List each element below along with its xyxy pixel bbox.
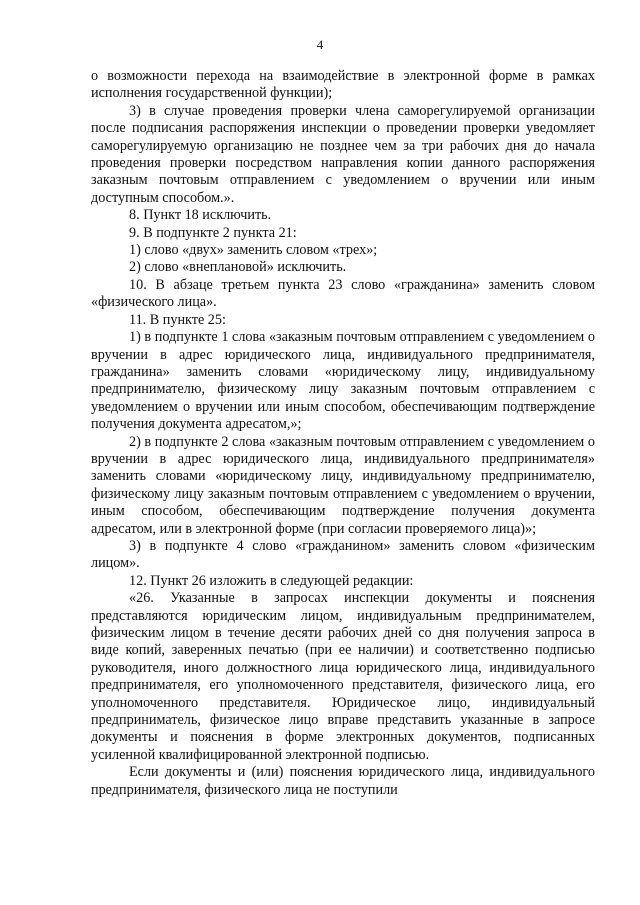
paragraph: 9. В подпункте 2 пункта 21: <box>129 224 297 241</box>
paragraph: 3) в случае проведения проверки члена саморегулируемой организации после подписания распоряжения инспекции о проведении проверки уведомляет саморегулируемую организацию не позднее чем за три рабочих дня до начала проведения проверки посредством направления копии данного распоряжения заказным почтовым отправлением с уведомлением о вручении или иным доступным способом.». <box>91 102 595 206</box>
paragraph: 2) в подпункте 2 слова «заказным почтовым отправлением с уведомлением о вручении в адрес юридического лица, индивидуального предпринимателя» заменить словами «юридическому лицу, индивидуальному предпринимателю, физическому лицу заказным почтовым отправлением с уведомлением о вручении, иным способом, обеспечивающим подтверждение получения документа адресатом, или в электронной форме (при согласии проверяемого лица)»; <box>91 433 595 537</box>
paragraph: 12. Пункт 26 изложить в следующей редакции: <box>129 572 414 589</box>
paragraph: 1) слово «двух» заменить словом «трех»; <box>129 242 378 259</box>
paragraph: о возможности перехода на взаимодействие в электронной форме в рамках исполнения государственной функции); <box>91 68 595 102</box>
paragraph: 3) в подпункте 4 слово «гражданином» заменить словом «физическим лицом». <box>91 537 595 572</box>
paragraph: 8. Пункт 18 исключить. <box>129 207 272 224</box>
paragraph: 11. В пункте 25: <box>129 311 226 328</box>
paragraph: «26. Указанные в запросах инспекции документы и пояснения представляются юридическим лицом, индивидуальным предпринимателем, физическим лицом в течение десяти рабочих дней со дня получения запроса в виде копий, заверенных печатью (при ее наличии) и соответственно подписью руководителя, иного должностного лица юридического лица, индивидуального предпринимателя, его уполномоченного представителя, физического лица, его уполномоченного представителя. Юридическое лицо, индивидуальный предприниматель, физическое лицо вправе представить указанные в запросе документы и пояснения в форме электронных документов, подписанных усиленной квалифицированной электронной подписью. <box>91 590 595 763</box>
paragraph: 10. В абзаце третьем пункта 23 слово «гражданина» заменить словом «физического лица». <box>91 276 595 311</box>
paragraph: Если документы и (или) пояснения юридического лица, индивидуального предпринимателя, физического лица не поступили <box>91 764 595 798</box>
document-body <box>91 68 595 799</box>
paragraph: 1) в подпункте 1 слова «заказным почтовым отправлением с уведомлением о вручении в адрес юридического лица, индивидуального предпринимателя, гражданина» заменить словами «юридическому лицу, индивидуальному предпринимателю, физическому лицу заказным почтовым отправлением с уведомлением о вручении или иным способом, обеспечивающим подтверждение получения документа адресатом,»; <box>91 329 595 433</box>
paragraph: 2) слово «внеплановой» исключить. <box>129 259 347 276</box>
page-number: 4 <box>316 37 324 52</box>
